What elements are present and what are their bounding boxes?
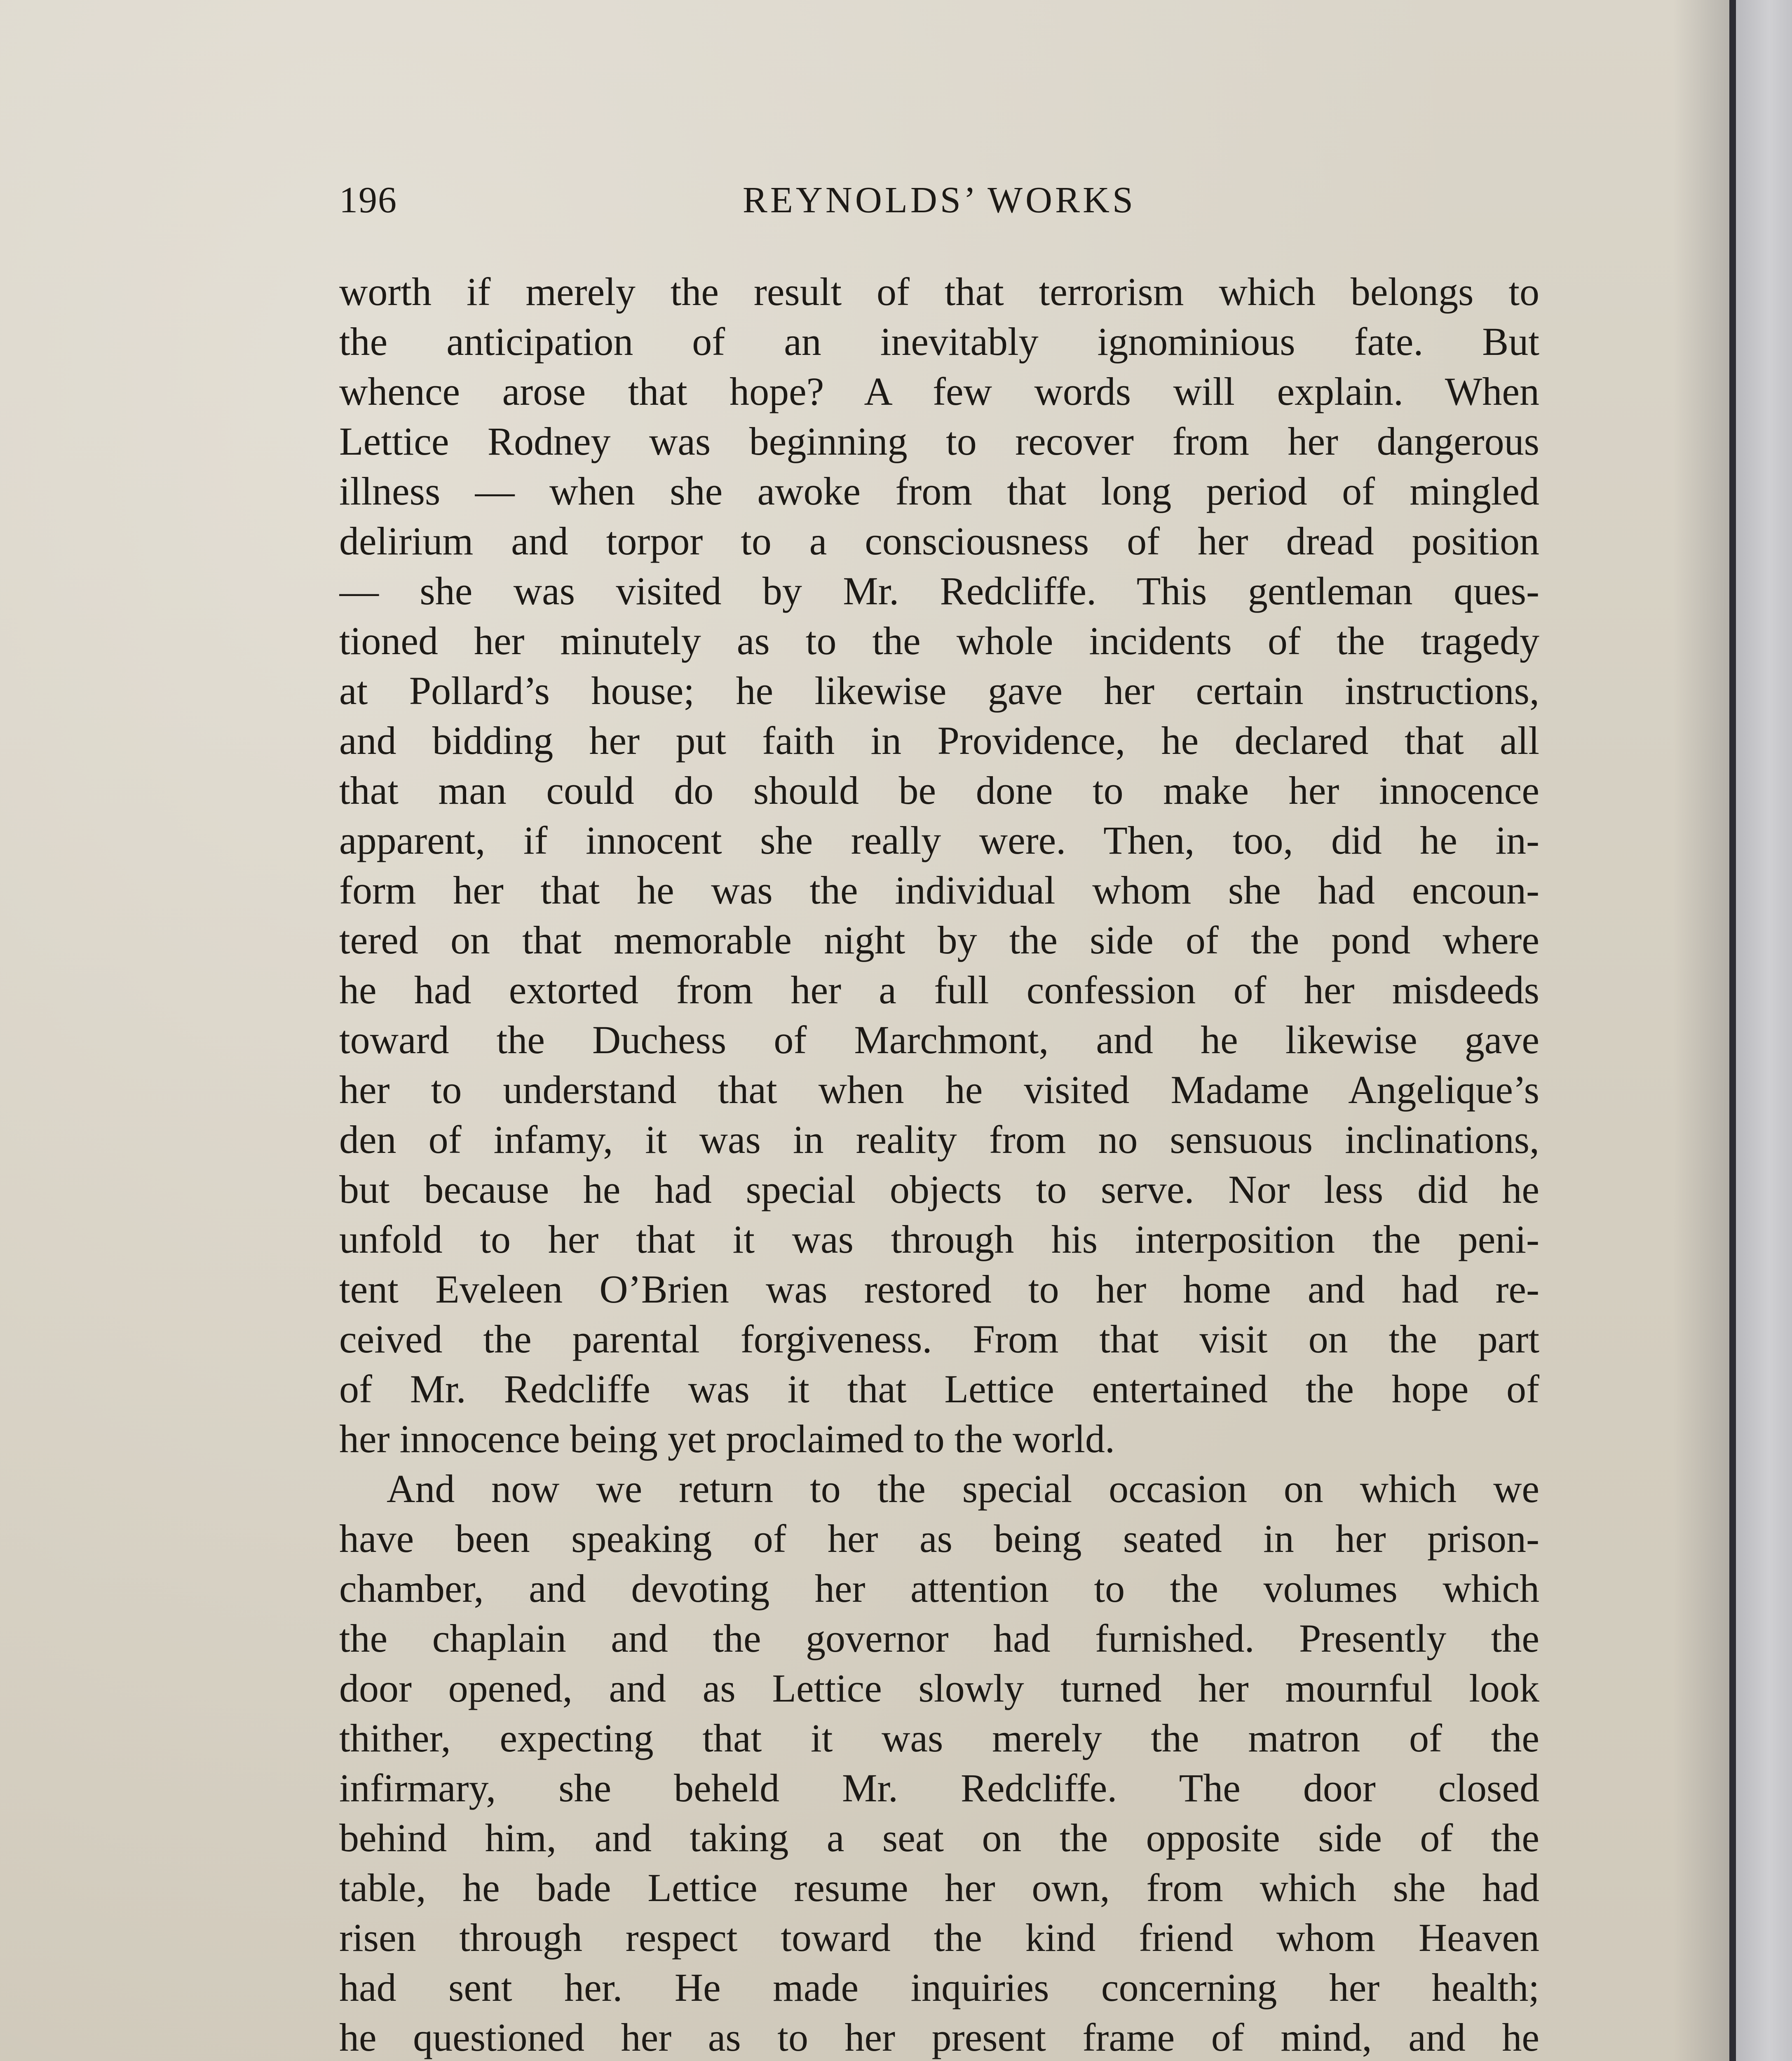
paragraph: [339, 267, 1539, 1464]
text-line: thither, expecting that it was merely the matron of the: [339, 1716, 1539, 1760]
text-line: had sent her. He made inquiries concerning her health;: [339, 1965, 1539, 2009]
text-line: tioned her minutely as to the whole incidents of the tragedy: [339, 619, 1539, 663]
text-line: den of infamy, it was in reality from no sensuous inclinations,: [339, 1117, 1539, 1162]
page-edge-shadow: [1673, 0, 1735, 2061]
text-line: table, he bade Lettice resume her own, from which she had: [339, 1866, 1539, 1910]
text-line: apparent, if innocent she really were. Then, too, did he in-: [339, 818, 1539, 862]
text-line: form her that he was the individual whom she had encoun-: [339, 868, 1539, 912]
text-line: he had extorted from her a full confession of her misdeeds: [339, 968, 1539, 1012]
text-line: behind him, and taking a seat on the opposite side of the: [339, 1816, 1539, 1860]
text-line: unfold to her that it was through his interposition the peni-: [339, 1217, 1539, 1261]
text-line: worth if merely the result of that terrorism which belongs to: [339, 270, 1539, 314]
text-line: and bidding her put faith in Providence, he declared that all: [339, 718, 1539, 763]
text-line: ceived the parental forgiveness. From that visit on the part: [339, 1317, 1539, 1361]
text-line: risen through respect toward the kind friend whom Heaven: [339, 1915, 1539, 1960]
text-line: have been speaking of her as being seated in her prison-: [339, 1516, 1539, 1561]
text-line: infirmary, she beheld Mr. Redcliffe. The door closed: [339, 1766, 1539, 1810]
text-line: her to understand that when he visited Madame Angelique’s: [339, 1068, 1539, 1112]
text-line: the anticipation of an inevitably ignominious fate. But: [339, 319, 1539, 364]
body-text: [339, 267, 1539, 2061]
text-line: but because he had special objects to serve. Nor less did he: [339, 1167, 1539, 1211]
text-line: toward the Duchess of Marchmont, and he likewise gave: [339, 1018, 1539, 1062]
text-line: that man could do should be done to make her innocence: [339, 768, 1539, 812]
text-line: delirium and torpor to a consciousness of her dread position: [339, 519, 1539, 563]
text-line: door opened, and as Lettice slowly turned her mournful look: [339, 1666, 1539, 1710]
text-line: chamber, and devoting her attention to the volumes which: [339, 1566, 1539, 1610]
text-line: tent Eveleen O’Brien was restored to her home and had re-: [339, 1267, 1539, 1311]
text-line: her innocence being yet proclaimed to the world.: [339, 1417, 1115, 1461]
text-line: of Mr. Redcliffe was it that Lettice entertained the hope of: [339, 1367, 1539, 1411]
page-number: 196: [339, 180, 397, 221]
text-line: And now we return to the special occasion on which we: [387, 1467, 1539, 1511]
text-line: whence arose that hope? A few words will explain. When: [339, 369, 1539, 413]
text-line: at Pollard’s house; he likewise gave her certain instructions,: [339, 669, 1539, 713]
text-line: tered on that memorable night by the side of the pond where: [339, 918, 1539, 962]
scan-border: [1736, 0, 1792, 2061]
book-binding-edge: [1729, 0, 1736, 2061]
text-line: Lettice Rodney was beginning to recover from her dangerous: [339, 419, 1539, 463]
text-line: he questioned her as to her present frame of mind, and he: [339, 2015, 1539, 2059]
text-line: illness — when she awoke from that long period of mingled: [339, 469, 1539, 513]
text-line: the chaplain and the governor had furnished. Presently the: [339, 1616, 1539, 1660]
running-header: [339, 175, 1539, 225]
paragraph: [339, 1464, 1539, 2061]
text-line: — she was visited by Mr. Redcliffe. This gentleman ques-: [339, 569, 1539, 613]
running-title: REYNOLDS’ WORKS: [742, 180, 1136, 221]
